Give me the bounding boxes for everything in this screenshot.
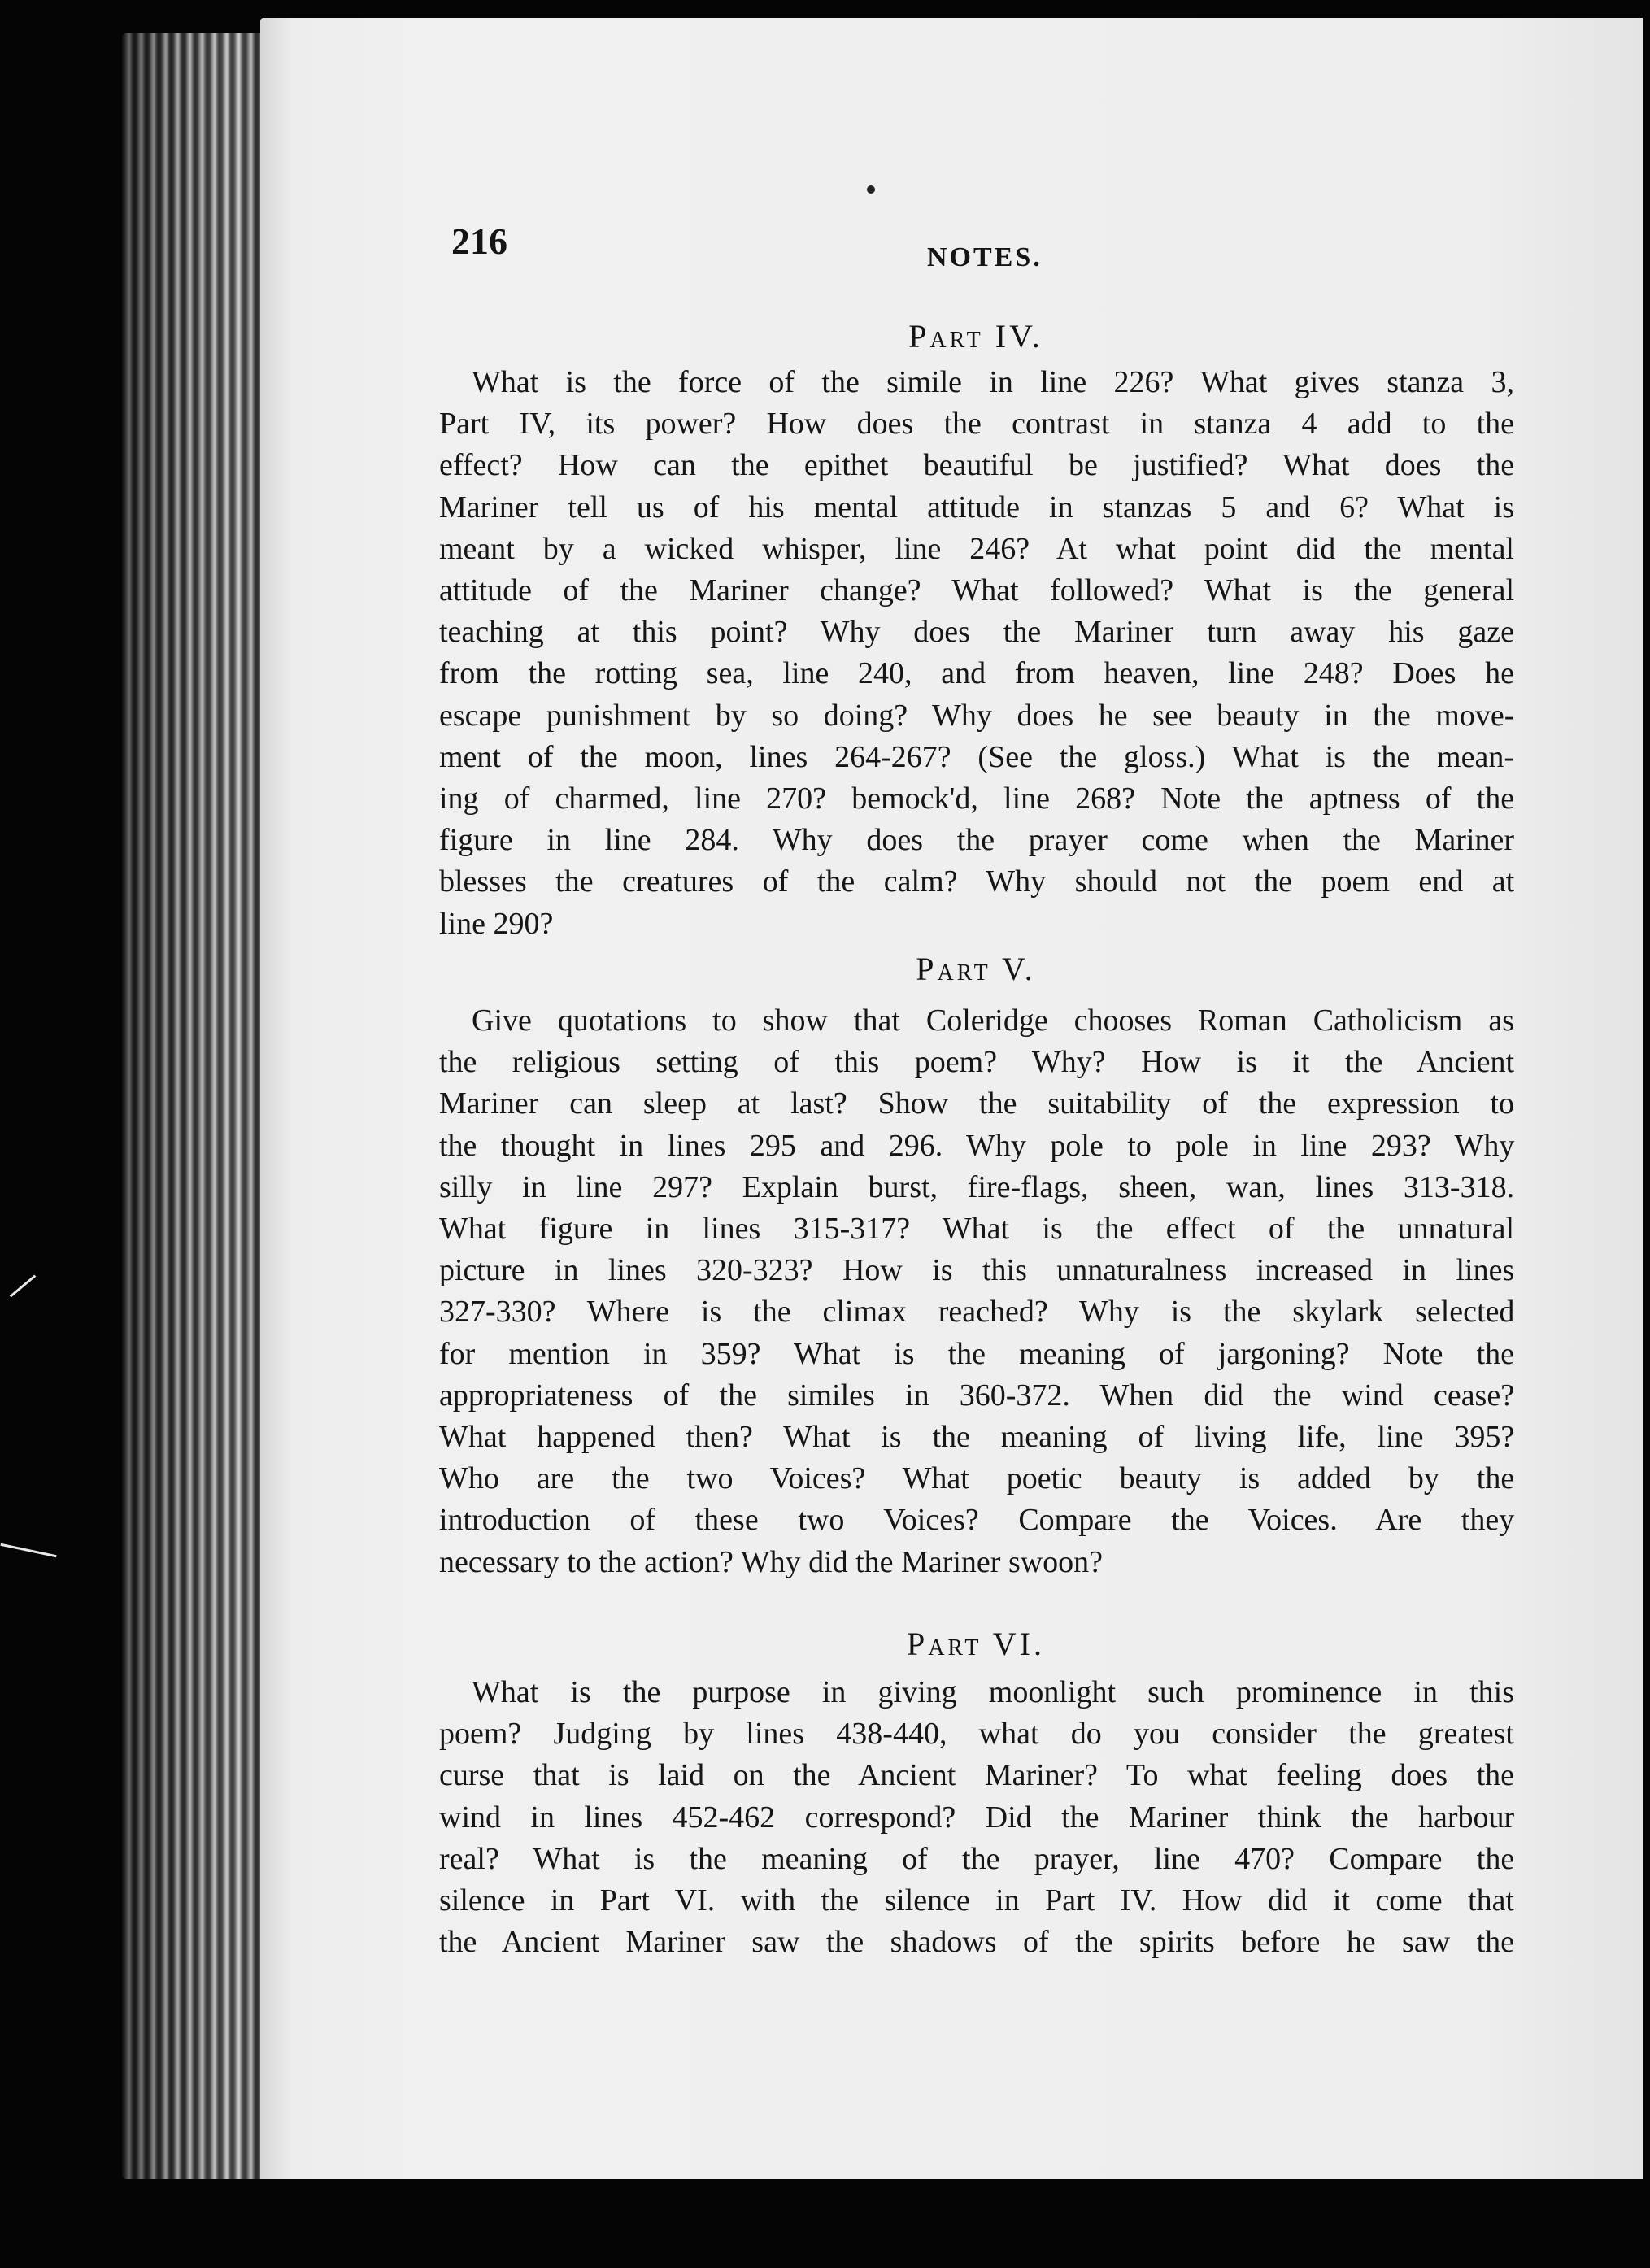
- text-line: line 290?: [439, 906, 554, 941]
- book-page-edges: [122, 33, 268, 2179]
- text-line: silly in line 297? Explain burst, fire-flags, sheen, wan, lines 313-318.: [439, 1169, 1515, 1204]
- text-line: curse that is laid on the Ancient Mariner? To what feeling does the: [439, 1758, 1514, 1793]
- text-line: picture in lines 320-323? How is this unnaturalness increased in lines: [439, 1253, 1515, 1288]
- text-line: meant by a wicked whisper, line 246? At what point did the mental: [439, 531, 1514, 566]
- text-line: What is the purpose in giving moonlight such prominence in this: [472, 1675, 1514, 1709]
- section-heading-part-4: Part IV.: [908, 318, 1043, 355]
- text-line: for mention in 359? What is the meaning of jargoning? Note the: [439, 1336, 1514, 1371]
- text-line: 327-330? Where is the climax reached? Why is the skylark selected: [439, 1295, 1515, 1330]
- text-line: from the rotting sea, line 240, and from heaven, line 248? Does he: [439, 656, 1514, 691]
- margin-tick-mark: [10, 1274, 37, 1297]
- text-line: introduction of these two Voices? Compare the Voices. Are they: [439, 1503, 1515, 1538]
- section-text-part-4: [439, 362, 1514, 945]
- text-line: Part IV, its power? How does the contrast in stanza 4 add to the: [439, 407, 1514, 442]
- scan-border: [122, 2179, 1643, 2268]
- text-line: Mariner can sleep at last? Show the suitability of the expression to: [439, 1086, 1514, 1121]
- text-line: What figure in lines 315-317? What is the effect of the unnatural: [439, 1212, 1515, 1247]
- text-line: Give quotations to show that Coleridge chooses Roman Catholicism as: [472, 1003, 1514, 1038]
- text-line: wind in lines 452-462 correspond? Did the Mariner think the harbour: [439, 1800, 1515, 1835]
- text-line: Who are the two Voices? What poetic beauty is added by the: [439, 1461, 1515, 1496]
- text-line: attitude of the Mariner change? What followed? What is the general: [439, 573, 1514, 608]
- section-heading-part-6: Part VI.: [906, 1626, 1046, 1662]
- text-line: real? What is the meaning of the prayer, line 470? Compare the: [439, 1841, 1515, 1876]
- text-line: What happened then? What is the meaning of living life, line 395?: [439, 1420, 1515, 1455]
- section-text-part-5: [439, 1000, 1514, 1583]
- text-line: ing of charmed, line 270? bemock'd, line 268? Note the aptness of the: [439, 781, 1515, 816]
- text-line: Mariner tell us of his mental attitude in stanzas 5 and 6? What is: [439, 490, 1514, 525]
- text-line: silence in Part VI. with the silence in Part IV. How did it come that: [439, 1883, 1514, 1918]
- text-line: appropriateness of the similes in 360-372. When did the wind cease?: [439, 1378, 1515, 1413]
- text-line: necessary to the action? Why did the Mariner swoon?: [439, 1544, 1104, 1579]
- text-line: teaching at this point? Why does the Mariner turn away his gaze: [439, 615, 1514, 650]
- text-line: What is the force of the simile in line 226? What gives stanza 3,: [472, 365, 1514, 399]
- text-line: blesses the creatures of the calm? Why should not the poem end at: [439, 864, 1515, 899]
- ink-dot: [867, 185, 875, 194]
- margin-tick-mark: [0, 1543, 56, 1557]
- running-head: NOTES.: [927, 242, 1043, 272]
- text-line: escape punishment by so doing? Why does he see beauty in the move-: [439, 698, 1515, 733]
- text-line: ment of the moon, lines 264-267? (See the gloss.) What is the mean-: [439, 739, 1514, 774]
- text-line: effect? How can the epithet beautiful be justified? What does the: [439, 448, 1515, 483]
- text-line: the thought in lines 295 and 296. Why pole to pole in line 293? Why: [439, 1128, 1515, 1163]
- page-number: 216: [451, 220, 507, 262]
- text-line: the religious setting of this poem? Why? How is it the Ancient: [439, 1045, 1515, 1080]
- text-line: the Ancient Mariner saw the shadows of the spirits before he saw the: [439, 1925, 1514, 1960]
- section-heading-part-5: Part V.: [916, 951, 1036, 987]
- text-line: figure in line 284. Why does the prayer come when the Mariner: [439, 823, 1514, 858]
- section-text-part-6: [439, 1672, 1514, 1963]
- text-line: poem? Judging by lines 438-440, what do you consider the greatest: [439, 1717, 1514, 1752]
